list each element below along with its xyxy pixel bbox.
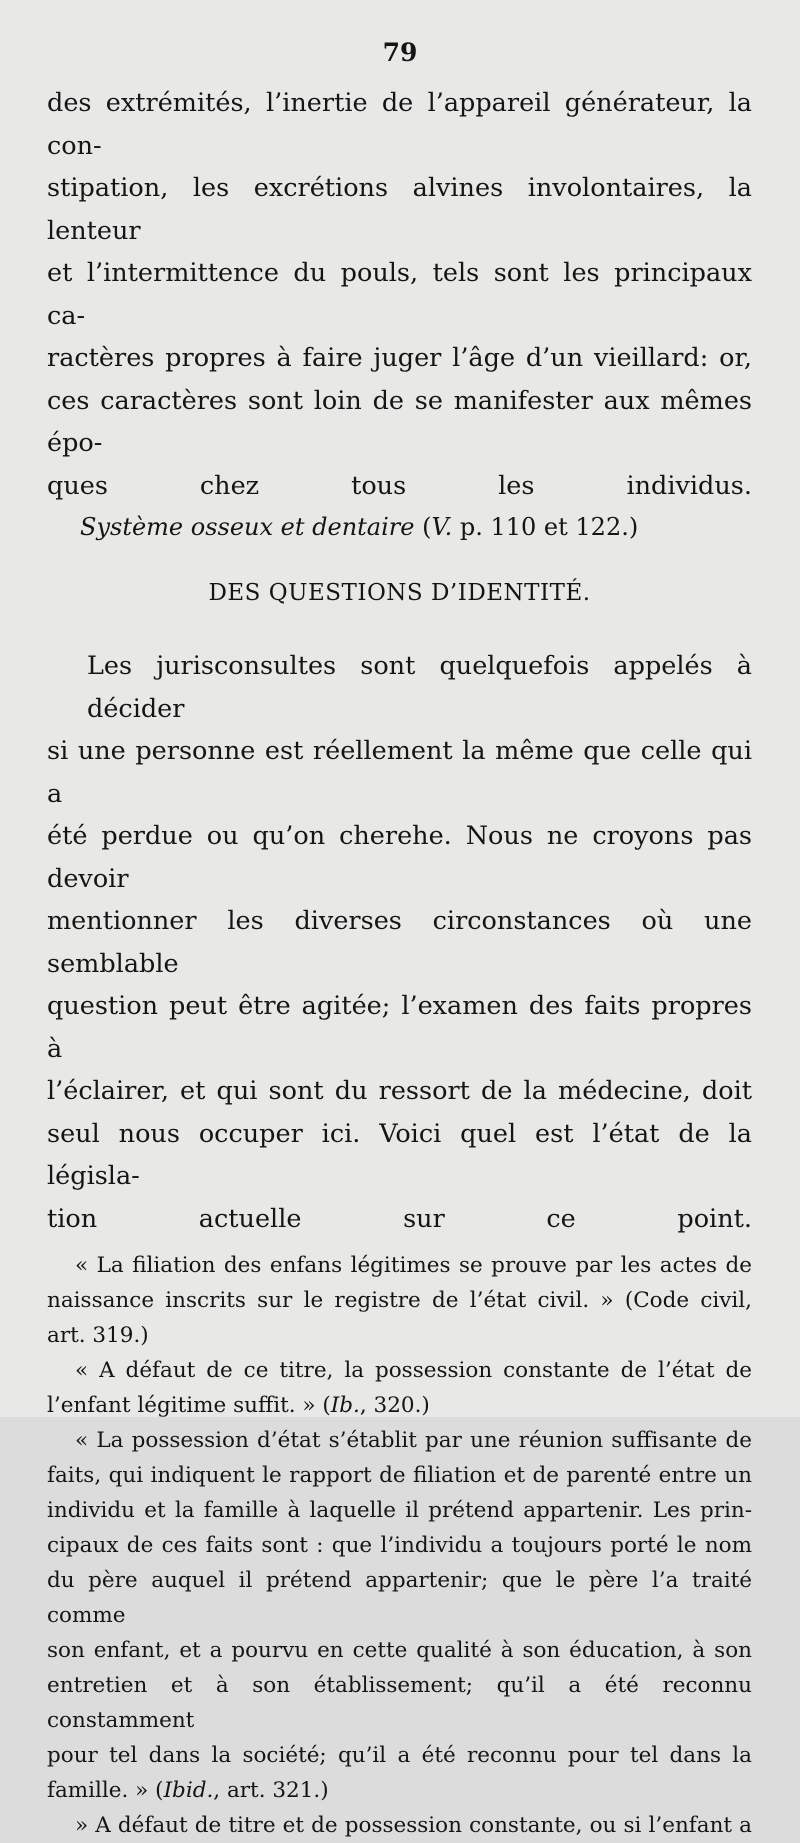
text-line: et l’intermittence du pouls, tels sont les principaux ca- xyxy=(47,258,752,331)
text-line xyxy=(47,1388,752,1423)
quote-paragraph xyxy=(47,1808,752,1843)
intro-paragraph xyxy=(47,82,752,507)
text-line: entretien et à son établissement; qu’il a été reconnu constamment xyxy=(47,1673,752,1733)
text-line: « A défaut de ce titre, la possession constante de l’état de xyxy=(75,1358,752,1383)
quote-paragraph xyxy=(47,1353,752,1423)
text-line: des extrémités, l’inertie de l’appareil générateur, la con- xyxy=(47,88,752,161)
text-line: individu et la famille à laquelle il prétend appartenir. Les prin- xyxy=(47,1498,752,1523)
text-line: cipaux de ces faits sont : que l’individu a toujours porté le nom xyxy=(47,1533,752,1558)
text-line: « La filiation des enfans légitimes se prouve par les actes de xyxy=(75,1253,752,1278)
page-number: 79 xyxy=(382,38,418,67)
text-line: Les jurisconsultes sont quelquefois appelés à décider xyxy=(87,651,752,724)
quote-paragraph xyxy=(47,1423,752,1808)
citation-rest: , art. 321.) xyxy=(213,1778,329,1803)
text-line: ces caractères sont loin de se manifester aux mêmes épo- xyxy=(47,385,752,458)
reference-pages: p. 110 et 122.) xyxy=(452,513,639,541)
text-line: question peut être agitée; l’examen des faits propres à xyxy=(47,991,752,1064)
text-line: du père auquel il prétend appartenir; que le père l’a traité comme xyxy=(47,1568,752,1628)
text-line: » A défaut de titre et de possession constante, ou si l’enfant a xyxy=(75,1813,752,1838)
text-line: ractères propres à faire juger l’âge d’un vieillard: or, xyxy=(47,343,752,373)
text-fragment: l’enfant légitime suffit. » ( xyxy=(47,1393,331,1418)
section-title: DES QUESTIONS D’IDENTITÉ. xyxy=(208,580,591,606)
citation-rest: , 320.) xyxy=(359,1393,430,1418)
page-content xyxy=(47,82,752,1843)
quote-paragraph xyxy=(47,1248,752,1353)
text-line: pour tel dans la société; qu’il a été reconnu pour tel dans la xyxy=(47,1743,752,1768)
body-paragraph xyxy=(47,645,752,1240)
text-line: mentionner les diverses circonstances où une semblable xyxy=(47,906,752,979)
text-line: ques chez tous les individus. xyxy=(47,470,752,501)
text-line: seul nous occuper ici. Voici quel est l’état de la législa- xyxy=(47,1118,752,1191)
text-line: si une personne est réellement la même que celle qui a xyxy=(47,736,752,809)
text-line xyxy=(47,1773,752,1808)
text-line: naissance inscrits sur le registre de l’état civil. » (Code civil, xyxy=(47,1288,752,1313)
text-line: été perdue ou qu’on cherehe. Nous ne croyons pas devoir xyxy=(47,821,752,894)
cross-reference xyxy=(80,507,752,547)
reference-topic: Système osseux et dentaire xyxy=(80,513,415,541)
text-line: « La possession d’état s’établit par une réunion suffisante de xyxy=(75,1428,752,1453)
text-line: stipation, les excrétions alvines involontaires, la lenteur xyxy=(47,173,752,246)
text-line: art. 319.) xyxy=(47,1323,149,1348)
text-fragment: famille. » ( xyxy=(47,1778,164,1803)
citation-abbrev: Ib. xyxy=(330,1393,360,1418)
text-line: l’éclairer, et qui sont du ressort de la médecine, doit xyxy=(47,1076,752,1106)
reference-open: ( xyxy=(414,513,432,541)
reference-v: V. xyxy=(431,513,453,541)
text-line: faits, qui indiquent le rapport de filiation et de parenté entre un xyxy=(47,1463,752,1488)
text-line: son enfant, et a pourvu en cette qualité à son éducation, à son xyxy=(47,1638,752,1663)
citation-abbrev: Ibid. xyxy=(163,1778,214,1803)
text-line: tion actuelle sur ce point. xyxy=(47,1203,752,1234)
